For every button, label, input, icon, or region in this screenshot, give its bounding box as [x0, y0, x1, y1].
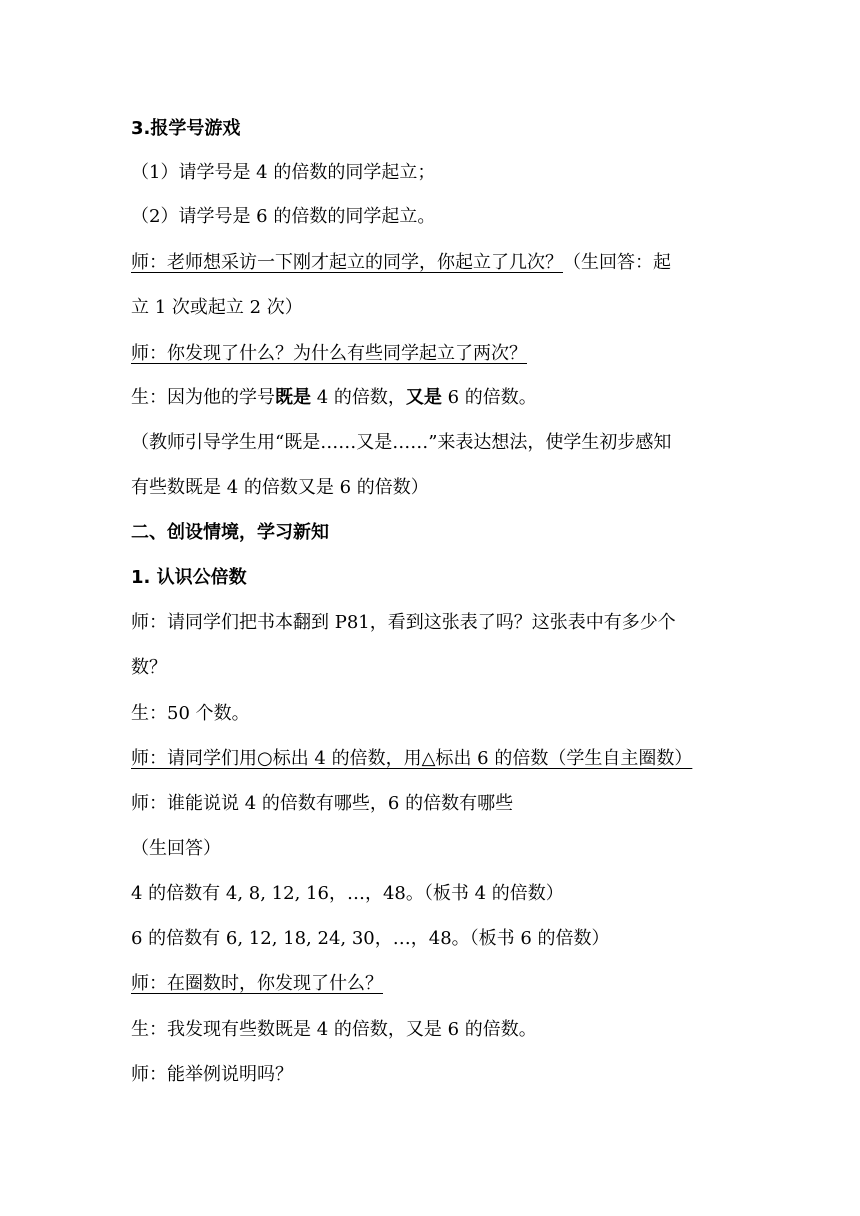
teacher-circle-instruction-underlined: 师：请同学们用○标出 4 的倍数，用△标出 6 的倍数（学生自主圈数）: [131, 748, 693, 769]
teacher-instruction-book: 师：请同学们把书本翻到 P81，看到这张表了吗？这张表中有多少个: [131, 612, 676, 633]
teacher-discovery-question: [131, 972, 736, 996]
section-heading-game: 3.报学号游戏: [131, 118, 241, 139]
instruction-2: （2）请学号是 6 的倍数的同学起立。: [131, 206, 436, 227]
multiples-of-6: 6 的倍数有 6, 12, 18, 24, 30，…，48。（板书 6 的倍数）: [131, 928, 610, 949]
student-reply: [131, 386, 736, 410]
teacher-ask-multiples: 师：谁能说说 4 的倍数有哪些，6 的倍数有哪些: [131, 793, 514, 814]
student-count-answer: 生：50 个数。: [131, 703, 250, 724]
teacher-question-underlined: 师：老师想采访一下刚才起立的同学，你起立了几次？: [131, 252, 563, 273]
student-reply-part-2: 4 的倍数，: [311, 387, 406, 408]
student-reply-part-3: 6 的倍数。: [441, 387, 537, 408]
section-heading-new-knowledge: 二、创设情境，学习新知: [131, 522, 329, 543]
student-reply-part-1: 生：因为他的学号: [131, 387, 275, 408]
teacher-question-2: [131, 342, 736, 366]
teacher-discovery-question-underlined: 师：在圈数时，你发现了什么？: [131, 973, 383, 994]
student-answer-note: （生回答：起: [563, 252, 671, 273]
instruction-1: （1）请学号是 4 的倍数的同学起立；: [131, 162, 436, 183]
teacher-note-2: 有些数既是 4 的倍数又是 6 的倍数）: [131, 477, 429, 498]
student-answers-note: （生回答）: [131, 838, 221, 859]
teacher-note-1: （教师引导学生用“既是……又是……”来表达想法，使学生初步感知: [131, 432, 672, 453]
teacher-instruction-book-cont: 数？: [131, 657, 167, 678]
teacher-question-line: [131, 251, 736, 275]
answer-continuation: 立 1 次或起立 2 次）: [131, 297, 303, 318]
teacher-circle-instruction: [131, 747, 736, 771]
student-discovery-answer: 生：我发现有些数既是 4 的倍数，又是 6 的倍数。: [131, 1019, 537, 1040]
multiples-of-4: 4 的倍数有 4, 8, 12, 16，…，48。（板书 4 的倍数）: [131, 883, 564, 904]
teacher-question-2-underlined: 师：你发现了什么？为什么有些同学起立了两次？: [131, 343, 527, 364]
subheading-common-multiples: 1. 认识公倍数: [131, 567, 247, 588]
teacher-example-request: 师：能举例说明吗？: [131, 1064, 293, 1085]
student-reply-bold-1: 既是: [275, 387, 311, 408]
student-reply-bold-2: 又是: [405, 387, 442, 408]
